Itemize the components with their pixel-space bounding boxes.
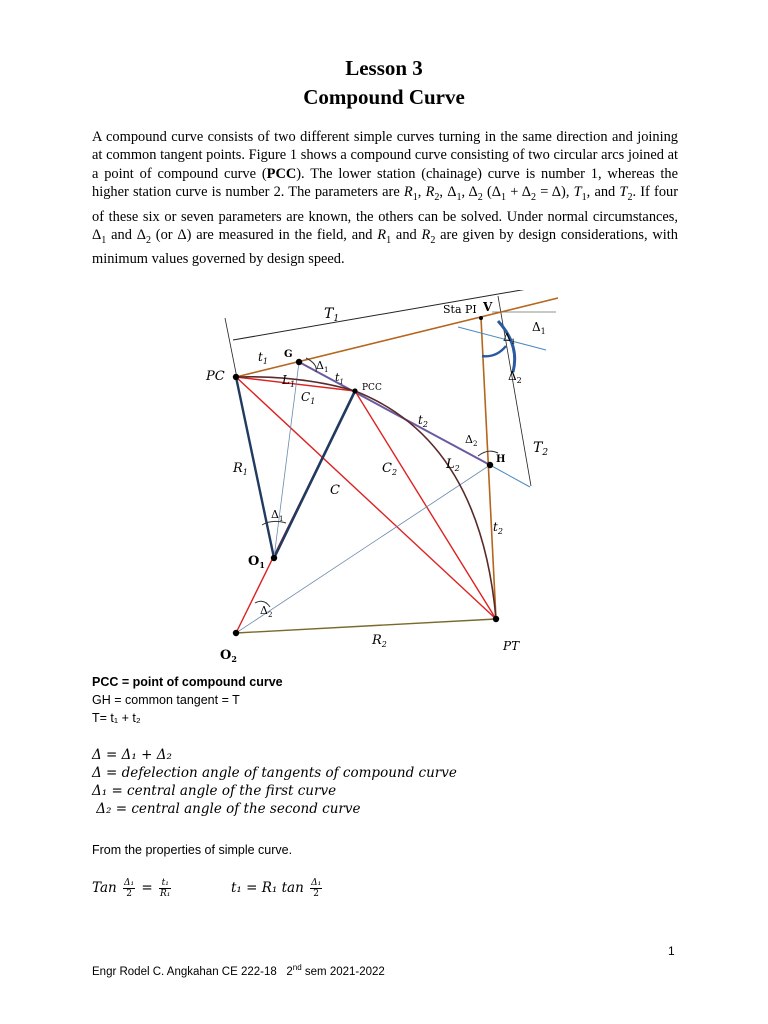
point-pc: [233, 374, 239, 380]
label-delta2-v: $\Delta_2$: [508, 369, 522, 385]
t1-formula: t₁ = R₁ tan $\frac{\text{Δ₁}}{2}$: [231, 878, 322, 899]
gh-extension: [490, 465, 530, 487]
gh-definition: GH = common tangent = T: [92, 693, 240, 707]
label-small-t2-vertical: $t_2$: [493, 520, 503, 536]
forward-tangent: [481, 318, 496, 619]
label-pc: PC: [206, 369, 225, 384]
label-c: C: [330, 483, 340, 498]
intro-paragraph: A compound curve consists of two different simple curves turning in the same direction and joining at common tangent points. Figure 1 shows a compound curve consisting of two circular arcs joined at a point of compound curve (PCC). The lower station (chainage) curve is number 1, whereas the higher station curve is number 2. The parameters are $R_1$, $R_2$, $\Delta_1$, $\Delta_2$ $(\Delta_1 + \Delta_2 = \Delta)$, $T_1$, and $T_2$. If four of these six or seven parameters are known, the others can be solved. Under normal circumstances, $\Delta_1$ and $\Delta_2$ (or Δ) are measured in the field, and $R_1$ and $R_2$ are given by design considerations, with minimum values governed by design speed.: [92, 129, 679, 268]
radius-r2-line: [236, 619, 496, 633]
label-small-t2: $t_2$: [418, 413, 428, 429]
delta2-arc-v: [482, 346, 506, 356]
label-t2-right: $T_2$: [533, 440, 549, 458]
label-sta-pi: Sta PI: [443, 303, 477, 316]
label-r2: $R_2$: [372, 633, 387, 649]
label-h: H: [496, 454, 506, 465]
lesson-number: Lesson 3: [345, 56, 423, 80]
o1-g-line: [274, 362, 299, 558]
compound-curve-figure: [0, 290, 768, 670]
label-c2: $C_2$: [382, 461, 398, 477]
lesson-title: Compound Curve: [303, 85, 465, 109]
label-pcc: PCC: [362, 383, 382, 393]
equation-delta-definition: Δ = defelection angle of tangents of compound curve: [92, 765, 457, 781]
t1-extension-left: [225, 318, 237, 378]
label-v: V: [483, 300, 493, 314]
label-g: G: [284, 349, 293, 360]
label-small-t1: $t_1$: [258, 350, 268, 366]
page-number: 1: [668, 944, 675, 958]
label-delta1-g: $\Delta_1$: [316, 359, 329, 374]
point-o1: [271, 555, 277, 561]
label-o2: $O_2$: [220, 648, 237, 664]
label-l2: $L_2$: [446, 457, 460, 473]
label-small-t1-pcc: $t_1$: [335, 371, 344, 386]
t-sum-definition: T= t₁ + t₂: [92, 711, 141, 725]
long-chord-c: [236, 377, 496, 619]
label-l1: $L_1$: [282, 373, 296, 389]
label-c1: $C_1$: [301, 390, 316, 406]
point-o2: [233, 630, 239, 636]
properties-intro: From the properties of simple curve.: [92, 843, 293, 857]
point-h: [487, 462, 493, 468]
radius-o1-pcc: [274, 391, 355, 558]
tan-formula: Tan $\frac{\text{Δ₁}}{2}$ = $\frac{\text{t₁}}{\text{R₁}}$: [92, 878, 171, 899]
label-delta2-o2: $\Delta_2$: [260, 604, 273, 619]
label-delta1-o1: $\Delta_1$: [271, 508, 284, 523]
pcc-definition: PCC = point of compound curve: [92, 675, 283, 689]
label-o1: $O_1$: [248, 554, 265, 570]
label-delta1-right: $\Delta_1$: [532, 320, 546, 336]
equation-delta-sum: Δ = Δ₁ + Δ₂: [92, 747, 172, 763]
equation-delta1-definition: Δ₁ = central angle of the first curve: [92, 783, 337, 799]
label-delta2-h: $\Delta_2$: [465, 433, 478, 448]
footer: Engr Rodel C. Angkahan CE 222-18 2nd sem 2021-2022: [92, 963, 385, 978]
equation-delta2-definition: Δ₂ = central angle of the second curve: [92, 801, 361, 817]
label-delta-v: $\Delta_1$: [503, 331, 516, 346]
point-pcc: [352, 388, 357, 393]
label-pt: PT: [503, 639, 520, 653]
point-pt: [493, 616, 499, 622]
label-r1: $R_1$: [233, 461, 248, 477]
point-g: [296, 359, 302, 365]
label-t1-top: $T_1$: [324, 306, 340, 324]
point-v: [479, 316, 483, 320]
